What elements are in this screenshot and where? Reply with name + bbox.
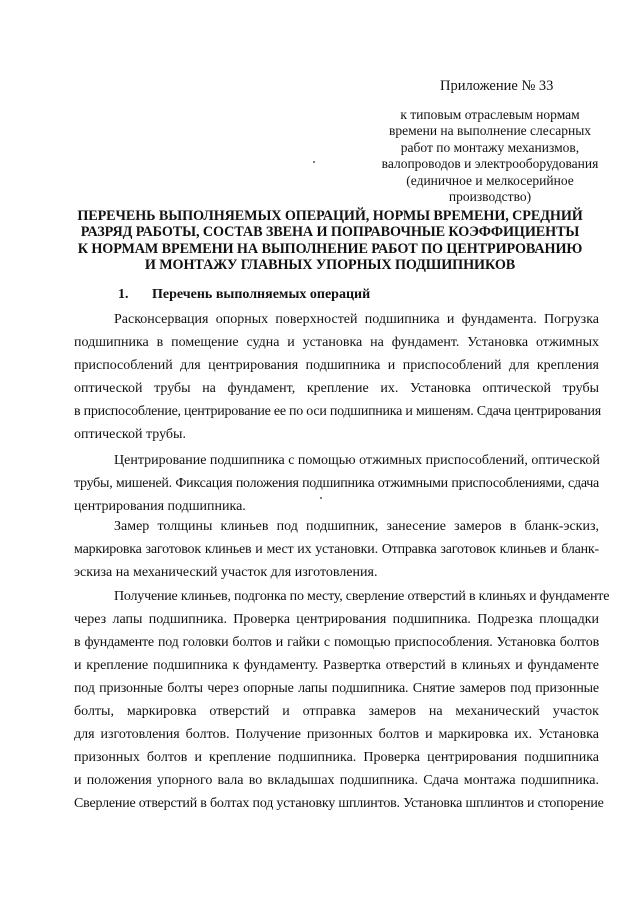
appendix-description-line: времени на выполнение слесарных <box>388 123 592 139</box>
paragraph-line: Замер толщины клиньев под подшипник, занесение замеров в бланк-эскиз, <box>114 519 599 534</box>
paragraph-line: подшипника в помещение судна и установка на фундамент. Установка отжимных <box>74 335 599 350</box>
appendix-title: Приложение № 33 <box>440 78 554 94</box>
paragraph-line: под призонные болты через опорные лапы подшипника. Снятие замеров под призонные <box>74 681 599 696</box>
appendix-description-line: работ по монтажу механизмов, <box>400 139 580 155</box>
paragraph <box>74 585 610 815</box>
paragraph-line: и крепление подшипника к фундаменту. Развертка отверстий в клиньях и фундаменте <box>74 658 599 673</box>
paragraph-line: для изготовления болтов. Получение призонных болтов и маркировка их. Установка <box>74 727 599 742</box>
section-title: Перечень выполняемых операций <box>152 287 371 302</box>
appendix-description-line: валопроводов и электрооборудования <box>381 156 599 172</box>
document-title-line: РАЗРЯД РАБОТЫ, СОСТАВ ЗВЕНА И ПОПРАВОЧНЫЕ КОЭФФИЦИЕНТЫ <box>80 224 580 241</box>
document-title <box>60 208 600 274</box>
paragraph-line: Сверление отверстий в болтах под установку шплинтов. Установка шплинтов и стопорение <box>74 796 604 811</box>
paragraph <box>74 515 599 584</box>
scan-speck <box>320 497 322 499</box>
section-heading <box>118 287 370 303</box>
appendix-description-line: производство) <box>448 189 532 205</box>
paragraph <box>74 308 599 446</box>
paragraph-line: и положения упорного вала во вкладышах подшипника. Сдача монтажа подшипника. <box>74 773 599 788</box>
appendix-description <box>362 107 618 205</box>
paragraph-line: в приспособление, центрирование ее по оси подшипника и мишеням. Сдача центрирования <box>74 404 601 419</box>
paragraph-line: оптической трубы. <box>74 427 186 442</box>
document-title-line: К НОРМАМ ВРЕМЕНИ НА ВЫПОЛНЕНИЕ РАБОТ ПО ЦЕНТРИРОВАНИЮ <box>77 240 583 257</box>
paragraph-line: Расконсервация опорных поверхностей подшипника и фундамента. Погрузка <box>114 312 599 327</box>
paragraph-line: Получение клиньев, подгонка по месту, сверление отверстий в клиньях и фундаменте <box>114 589 610 604</box>
paragraph-line: приспособлений для центрирования подшипника и приспособлений для крепления <box>74 358 599 373</box>
paragraph-line: призонных болтов и крепление подшипника. Проверка центрирования подшипника <box>74 750 599 765</box>
document-title-line: И МОНТАЖУ ГЛАВНЫХ УПОРНЫХ ПОДШИПНИКОВ <box>144 257 516 274</box>
paragraph-line: центрирования подшипника. <box>74 499 246 514</box>
paragraph-line: трубы, мишеней. Фиксация положения подшипника отжимными приспособлениями, сдача <box>74 476 599 491</box>
paragraph-line: маркировка заготовок клиньев и мест их установки. Отправка заготовок клиньев и бланк- <box>74 542 599 557</box>
scan-speck <box>313 161 315 163</box>
appendix-description-line: (единичное и мелкосерийное <box>406 172 574 188</box>
paragraph <box>74 449 599 518</box>
document-title-line: ПЕРЕЧЕНЬ ВЫПОЛНЯЕМЫХ ОПЕРАЦИЙ, НОРМЫ ВРЕМЕНИ, СРЕДНИЙ <box>77 208 583 224</box>
paragraph-line: в фундаменте под головки болтов и гайки с помощью приспособления. Установка болтов <box>74 635 599 650</box>
paragraph-line: болты, маркировка отверстий и отправка замеров на механический участок <box>74 704 599 719</box>
section-number: 1. <box>118 287 129 302</box>
paragraph-line: оптической трубы на фундамент, крепление их. Установка оптической трубы <box>74 381 599 396</box>
paragraph-line: Центрирование подшипника с помощью отжимных приспособлений, оптической <box>114 453 600 468</box>
paragraph-line: эскиза на механический участок для изготовления. <box>74 565 378 580</box>
paragraph-line: через лапы подшипника. Проверка центрирования подшипника. Подрезка площадки <box>74 612 599 627</box>
appendix-description-line: к типовым отраслевым нормам <box>400 107 580 122</box>
